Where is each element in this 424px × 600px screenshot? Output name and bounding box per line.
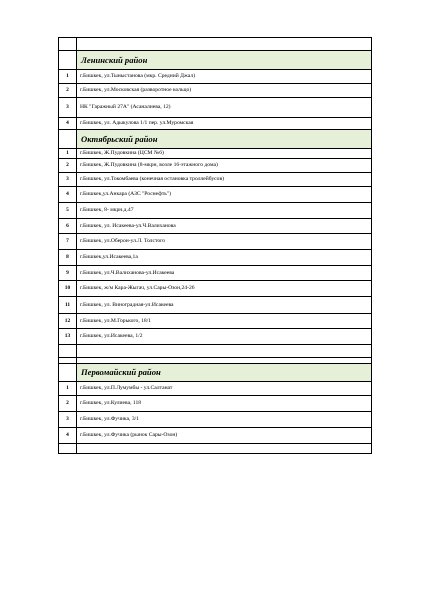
row-address: г.Бишкек,ул.Исакеева,1а [77,250,372,266]
table-row [59,281,372,297]
row-address: г.Бишкек, ул.Московская (разворотное кольцо) [77,84,372,98]
section-header [59,130,372,149]
table-row [59,396,372,412]
section-header [59,364,372,382]
table-row [59,187,372,203]
row-address: НК "Гаражный 27А" (Асаналиева, 12) [77,98,372,118]
row-number: 10 [59,281,77,297]
table-row [59,250,372,266]
row-number: 7 [59,234,77,250]
row-address: г.Бишкек, ул. Адыкулова 1/1 пер. ул.Муромская [77,118,372,130]
row-number: 8 [59,250,77,266]
row-address: г.Бишкек, ул.Фучика, 3/1 [77,412,372,428]
row-number: 1 [59,70,77,84]
row-address: г.Бишкек, ул. Виноградная-ул.Исакеева [77,297,372,314]
row-number: 4 [59,428,77,444]
section-title: Ленинский район [77,51,372,70]
row-number: 5 [59,203,77,219]
table-row [59,266,372,281]
row-address: г.Бишкек, Ж.Пудовкина (ЦСМ №6) [77,149,372,159]
table-row [59,412,372,428]
row-number: 13 [59,329,77,345]
table-row [59,149,372,159]
table-row [59,98,372,118]
row-number: 3 [59,412,77,428]
row-address: г.Бишкек, ул.П.Лумумбы - ул.Салтанат [77,382,372,396]
row-address: г.Бишкек, ул.Токомбаева (конечная остановка троллейбусов) [77,173,372,187]
row-number: 9 [59,266,77,281]
table-row [59,314,372,329]
row-address: г.Бишкек, ж/м Кара-Жыгач, ул.Сары-Озон,24-26 [77,281,372,297]
row-address: г.Бишкек, ул.Исакеева, 1/2 [77,329,372,345]
section-title: Октябрьский район [77,130,372,149]
section-header [59,51,372,70]
row-address: г.Бишкек, ул.Фучика (рынок Сары-Озон) [77,428,372,444]
table-row [59,159,372,173]
row-address: г.Бишкек, ул.Кулиева, 118 [77,396,372,412]
table-row [59,219,372,234]
table-row [59,382,372,396]
row-address: г.Бишкек, ул.Тыныстанова (мкр. Средний Джал) [77,70,372,84]
section-title: Первомайский район [77,364,372,382]
table-row [59,118,372,130]
row-address: г.Бишкек, ул.М.Горького, 18/1 [77,314,372,329]
table-row [59,173,372,187]
blank-row [59,345,372,358]
table-row [59,203,372,219]
blank-row [59,38,372,51]
row-address: г.Бишкек, 8- мкрн.д.47 [77,203,372,219]
row-number: 11 [59,297,77,314]
row-number: 6 [59,219,77,234]
row-number: 3 [59,173,77,187]
row-number: 2 [59,84,77,98]
table-row [59,70,372,84]
row-address: г.Бишкек, ул. Исакеева-ул.Ч.Валиханова [77,219,372,234]
row-number: 2 [59,159,77,173]
row-number: 12 [59,314,77,329]
blank-row [59,444,372,454]
locations-table [58,37,372,454]
row-number: 4 [59,118,77,130]
row-number: 3 [59,98,77,118]
row-number: 1 [59,149,77,159]
row-address: г.Бишкек,ул.Анкара (АЗС "Роснефть") [77,187,372,203]
table-row [59,329,372,345]
row-address: г.Бишкек, Ж.Пудовкина (8-мкрн, возле 16-этажного дома) [77,159,372,173]
row-number: 4 [59,187,77,203]
row-number: 2 [59,396,77,412]
table-row [59,234,372,250]
table-row [59,428,372,444]
row-number: 1 [59,382,77,396]
row-address: г.Бишкек, ул.Ч.Валиханова-ул.Исакеева [77,266,372,281]
table-row [59,297,372,314]
table-row [59,84,372,98]
row-address: г.Бишкек, ул.Оберон-ул.Л. Толстого [77,234,372,250]
